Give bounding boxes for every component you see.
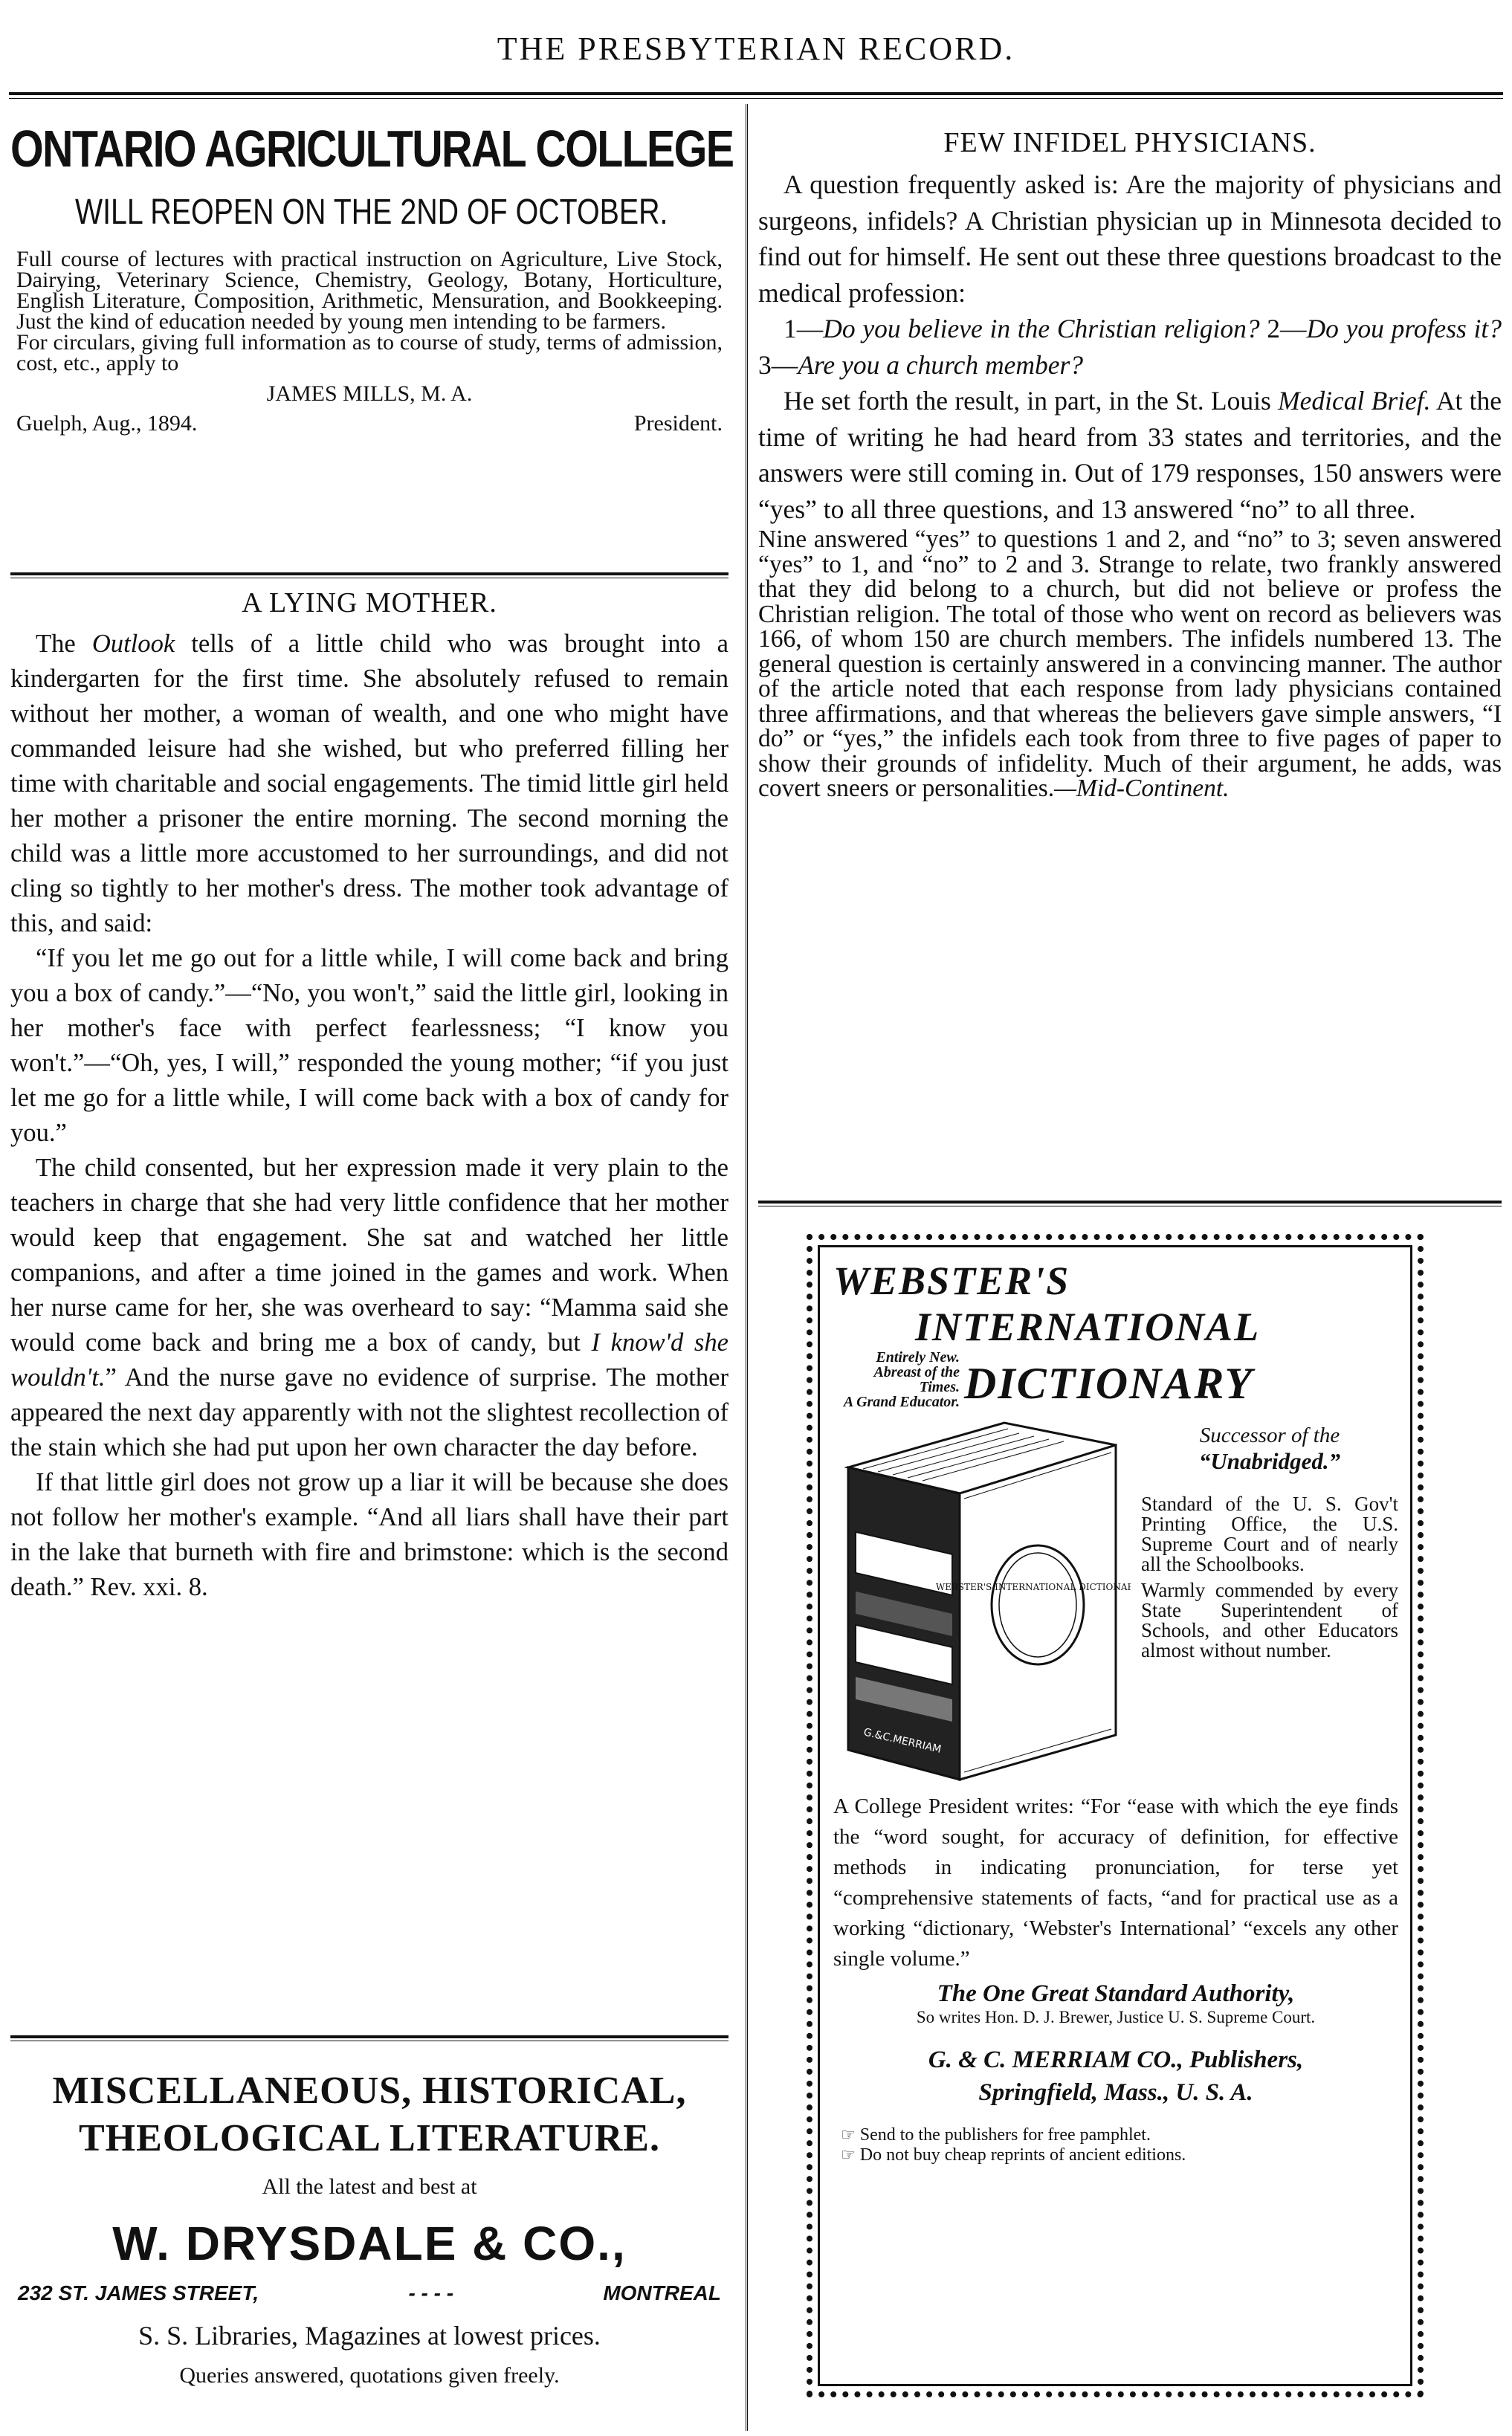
taglines: [833, 1350, 960, 1409]
article-heading: A LYING MOTHER.: [242, 587, 497, 618]
dashes: - - - -: [408, 2281, 454, 2304]
commended-text: Warmly commended by every State Superintendent of Schools, and other Educators almost without number.: [1141, 1579, 1398, 1661]
pointing-hand-icon: ☞: [841, 2126, 856, 2145]
ad-title: ONTARIO AGRICULTURAL COLLEGE: [10, 120, 734, 178]
ad-subtitle: WILL REOPEN ON THE 2ND OF OCTOBER.: [74, 193, 668, 232]
section-rule: [758, 1201, 1502, 1206]
company-address: [10, 2281, 728, 2305]
question-number: 2—: [1259, 314, 1307, 343]
header-rule: [9, 92, 1503, 95]
paragraph: “If you let me go out for a little while, I will come back and bring you a box of candy.”—“No, you won't,” said the little girl, looking in her mother's face with perfect fearlessness; “I know you won't.”—“Oh, yes, I will,” responded the young mother; “if you just let me go for a little while, I will come back with a box of candy for you.”: [10, 944, 728, 1147]
authority-line: The One Great Standard Authority,: [937, 1980, 1295, 2007]
company-name: W. DRYSDALE & CO.,: [112, 2217, 627, 2270]
questions-paragraph: [758, 311, 1502, 383]
medical-brief-title: Medical Brief.: [1278, 386, 1431, 416]
question-text: Do you profess it?: [1306, 314, 1502, 343]
ad-libraries: S. S. Libraries, Magazines at lowest prices.: [138, 2321, 601, 2351]
text-run: The child consented, but her expression made it very plain to the teachers in charge that she had very little confidence that her mother would keep that engagement. She sat and watched her little companions, and after a time joined in the games and work. When her nurse came for her, she was overheard to say: “Mamma said she would come back and bring me a box of candy, but: [10, 1154, 728, 1357]
page-title: THE PRESBYTERIAN RECORD.: [497, 30, 1015, 67]
paragraph: If that little girl does not grow up a liar it will be because she does not follow her mother's example. “And all liars shall have their part in the lake that burneth with fire and brimstone: which is the second death.” Rev. xxi. 8.: [10, 1468, 728, 1601]
ad-heading: [10, 2067, 728, 2162]
publisher-location: Springfield, Mass., U. S. A.: [978, 2079, 1253, 2106]
book-spine-text: G.&C.MERRIAM: [862, 1726, 943, 1756]
note: Do not buy cheap reprints of ancient editions.: [859, 2145, 1186, 2165]
question-text: Are you a church member?: [798, 349, 1084, 380]
question-number: 3—: [758, 349, 798, 380]
article-source: —Mid-Continent.: [1054, 775, 1230, 802]
title-line-3: DICTIONARY: [964, 1359, 1253, 1408]
publisher-block: [833, 2044, 1398, 2109]
text-run: The: [36, 630, 92, 658]
unabridged-text: “Unabridged.”: [1198, 1448, 1341, 1474]
lying-mother-article: [10, 576, 728, 1605]
brewer-line: So writes Hon. D. J. Brewer, Justice U. S. Supreme Court.: [916, 2008, 1316, 2026]
title-line-2: INTERNATIONAL: [915, 1305, 1261, 1349]
book-cover-text: WEBSTER'S INTERNATIONAL DICTIONARY: [935, 1582, 1131, 1592]
ad-middle: [833, 1415, 1398, 1787]
signer-name: JAMES MILLS, M. A.: [266, 381, 473, 406]
text-run: He set forth the result, in part, in the St. Louis: [784, 386, 1279, 416]
article-heading: FEW INFIDEL PHYSICIANS.: [943, 127, 1316, 158]
drysdale-ad: [10, 2048, 728, 2388]
section-rule: [10, 2035, 728, 2041]
ad-body: [10, 249, 728, 374]
text-run: tells of a little child who was brought into a kindergarten for the first time. She absolutely refused to remain without her mother, a woman of wealth, and one who might have commanded leisure had she wished, but who preferred filling her time with charitable and social engagements. The timid little girl held her mother a prisoner the entire morning. The second morning the child was a little more accustomed to her surroundings, and did not cling so tightly to her mother's dress. The mother took advantage of this, and said:: [10, 630, 728, 937]
question-text: Do you believe in the Christian religion?: [823, 314, 1260, 343]
paragraph: [10, 627, 728, 941]
tagline: Entirely New.: [876, 1349, 960, 1366]
pointing-hand-icon: ☞: [841, 2146, 856, 2165]
book-icon: [833, 1415, 1131, 1787]
ad-body-courses: Full course of lectures with practical instruction on Agriculture, Live Stock, Dairying, Veterinary Science, Chemistry, Geology, Botany, Horticulture, English Literature, Composition, Arithmetic, Mensuration, and Bookkeeping. Just the kind of education needed by young men intending to be farmers.: [16, 247, 723, 334]
note: Send to the publishers for free pamphlet.: [859, 2125, 1151, 2145]
tagline: A Grand Educator.: [843, 1394, 960, 1410]
text-run: At the time of writing he had heard from 33 states and territories, and the answers were still coming in. Out of 179 responses, 150 answers were “yes” to all three questions, and 13 answered “no” to all three.: [758, 386, 1502, 524]
webster-dictionary-ad: [807, 1234, 1424, 2397]
successor-text: Successor of the: [1199, 1424, 1340, 1447]
question-number: 1—: [784, 314, 824, 343]
paragraph: [758, 527, 1502, 801]
text-run: Nine answered “yes” to questions 1 and 2, and “no” to 3; seven answered “yes” to 1, and “no” to 2 and 3. Strange to relate, two frankly answered that they did belong to a church, but did not believe or profess the Christian religion. The total of those who went on record as believers was 166, of whom 150 are church members. The infidels numbered 13. The general question is certainly answered in a convincing manner. The author of the article noted that each response from lady physicians contained three affirmations, and that whereas the believers gave simple answers, “I do” or “yes,” the infidels each took from three to five pages of paper to show their grounds of infidelity. Much of their argument, he adds, was covert sneers or personalities.: [758, 526, 1502, 802]
street: 232 ST. JAMES STREET,: [18, 2281, 259, 2304]
ad-latest: All the latest and best at: [262, 2174, 477, 2199]
ad-heading-line: MISCELLANEOUS, HISTORICAL,: [52, 2070, 687, 2112]
standard-text: Standard of the U. S. Gov't Printing Office, the U.S. Supreme Court and of nearly all the Schoolbooks.: [1141, 1493, 1398, 1575]
ad-body-circulars: For circulars, giving full information as to course of study, terms of admission, cost, etc., apply to: [16, 330, 723, 375]
paragraph: [758, 383, 1502, 527]
ad-signature: [10, 381, 728, 436]
header-rule-thin: [9, 98, 1503, 99]
ad-queries: Queries answered, quotations given freely.: [179, 2363, 560, 2388]
paragraph: [10, 1151, 728, 1465]
title-line-1: WEBSTER'S: [833, 1259, 1070, 1303]
title-row: [833, 1350, 1398, 1409]
infidel-physicians-article: [758, 126, 1502, 801]
ad-content: [833, 1258, 1398, 2165]
ontario-college-ad: [10, 112, 734, 572]
tagline: Abreast of the Times.: [873, 1364, 960, 1395]
outlook-title: Outlook: [91, 630, 175, 658]
dictionary-book-illustration: [833, 1415, 1131, 1787]
city: MONTREAL: [603, 2281, 721, 2304]
publisher-name: G. & C. MERRIAM CO., Publishers,: [928, 2046, 1304, 2073]
column-divider: [746, 104, 748, 2431]
ad-notes: [833, 2125, 1398, 2165]
signer-role: President.: [633, 411, 723, 436]
ad-side-text: [1141, 1415, 1398, 1787]
paragraph: A question frequently asked is: Are the majority of physicians and surgeons, infidels? A Christian physician up in Minnesota decided to find out for himself. He sent out these three questions broadcast to the medical profession:: [758, 169, 1502, 308]
text-run: ” And the nurse gave no evidence of surprise. The mother appeared the next day apparently with not the slightest recollection of the stain which she had put upon her own character the day before.: [10, 1363, 728, 1461]
president-quote: A College President writes: “For “ease with which the eye finds the “word sought, for accuracy of definition, for effective methods in indicating pronunciation, for terse yet “comprehensive statements of facts, “and for practical use as a working “dictionary, ‘Webster's International’ “excels any other single volume.”: [833, 1794, 1398, 1971]
ad-heading-line: THEOLOGICAL LITERATURE.: [78, 2117, 660, 2159]
place-date: Guelph, Aug., 1894.: [16, 411, 198, 436]
italic-quote: I know'd she wouldn't.: [10, 1328, 728, 1392]
